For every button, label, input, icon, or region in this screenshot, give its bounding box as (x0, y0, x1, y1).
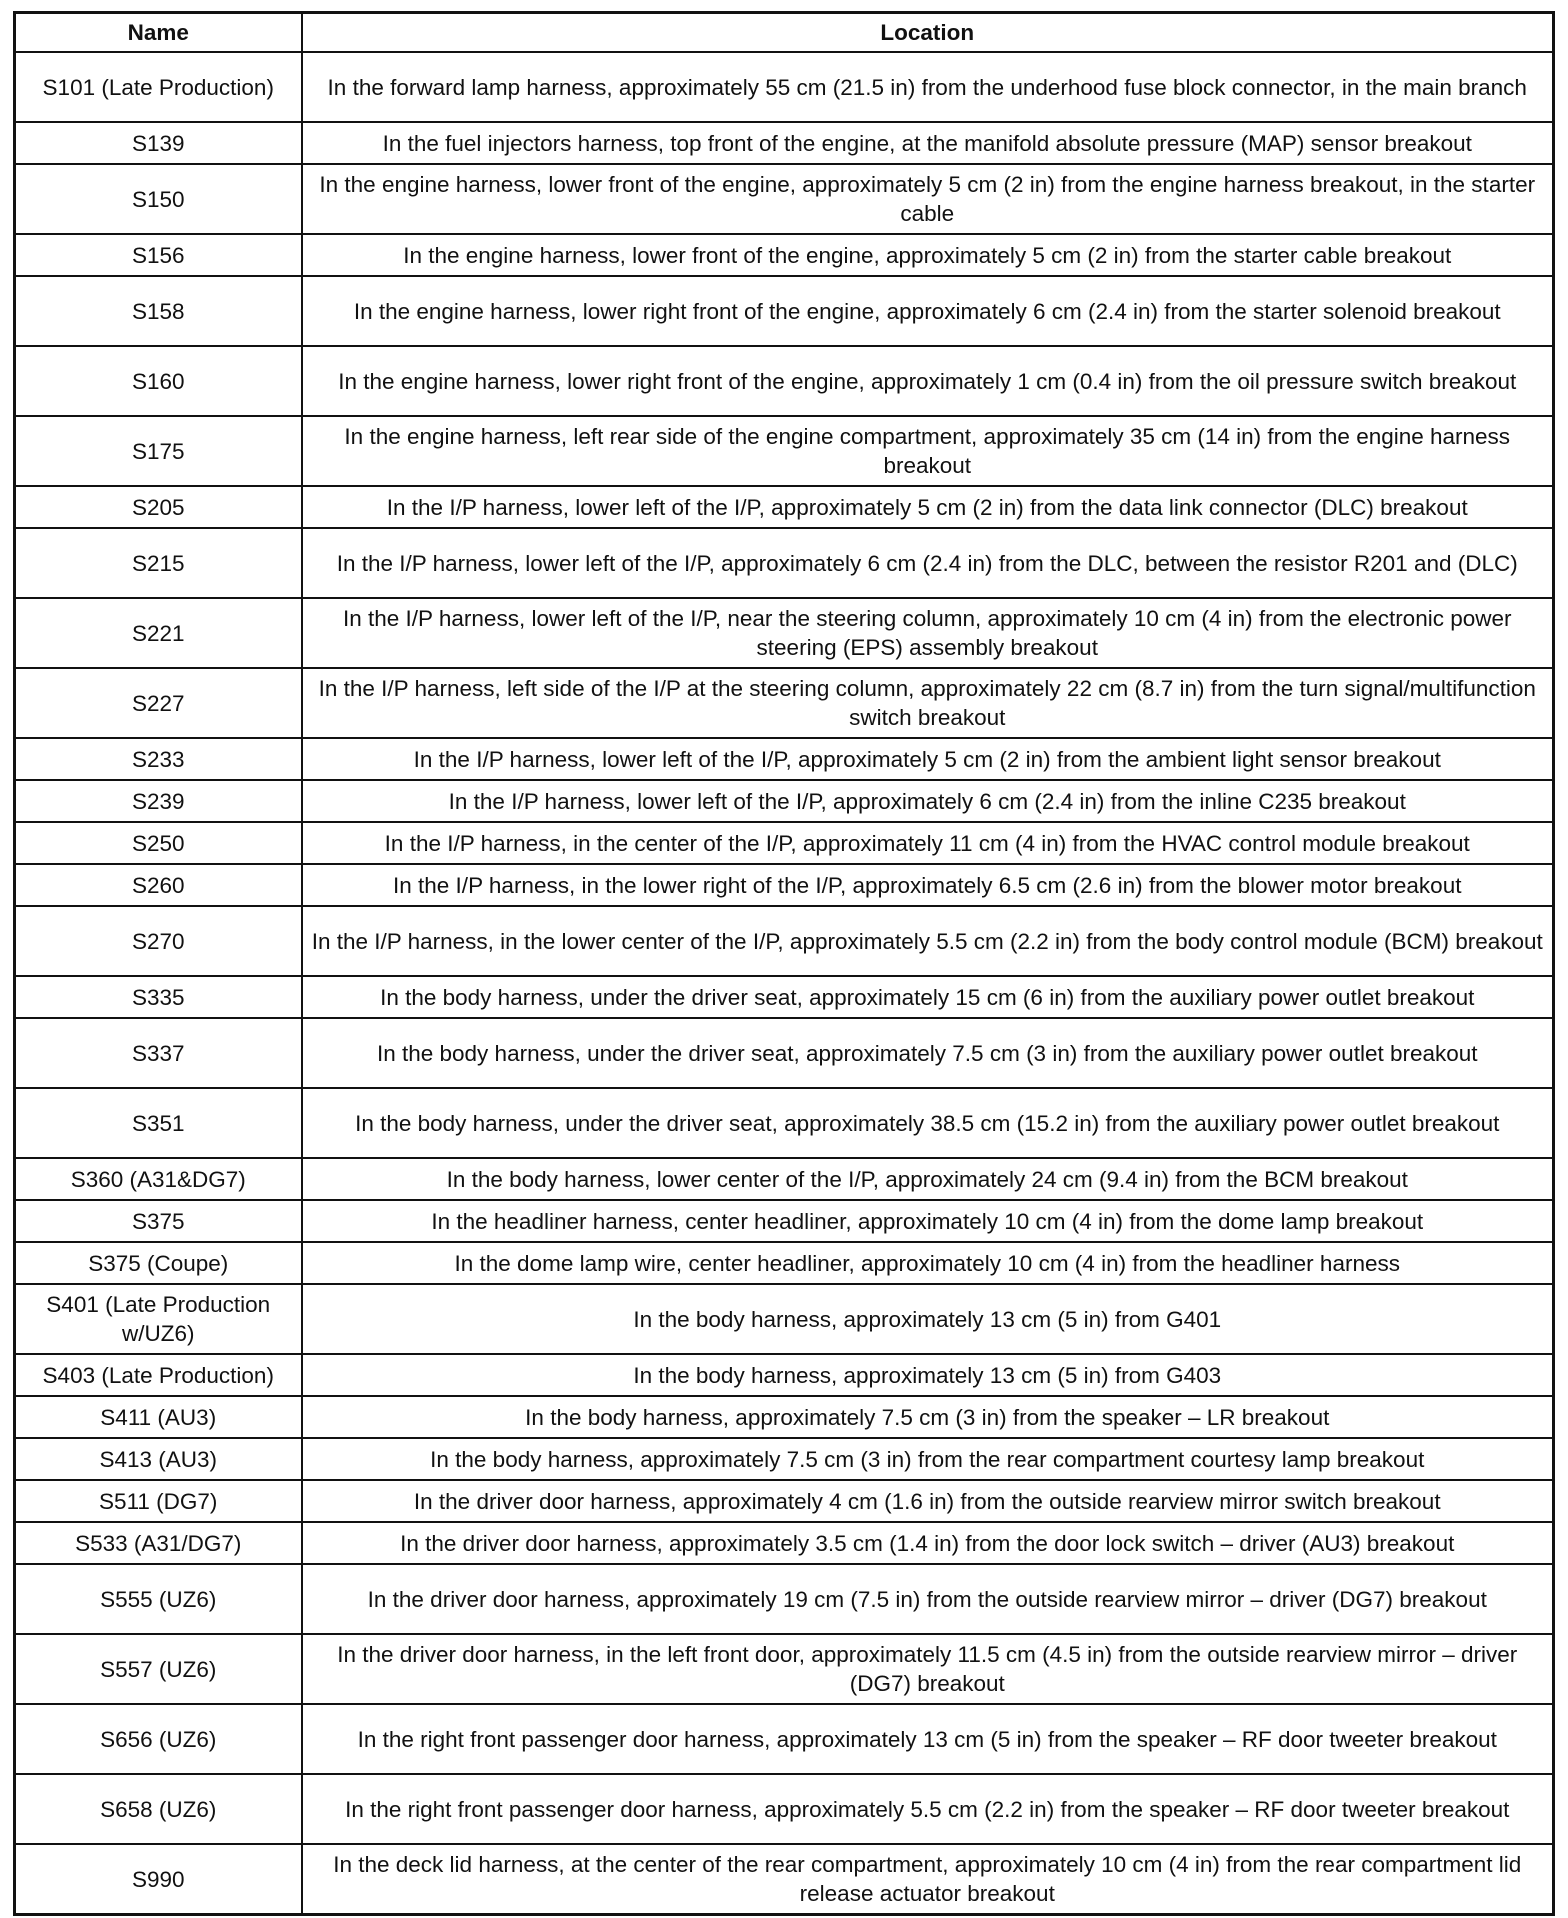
table-row (15, 780, 1554, 822)
splice-name: S239 (15, 780, 302, 822)
splice-location: In the driver door harness, approximately 19 cm (7.5 in) from the outside rearview mirror – driver (DG7) breakout (302, 1564, 1554, 1634)
splice-location: In the driver door harness, approximately 4 cm (1.6 in) from the outside rearview mirror switch breakout (302, 1480, 1554, 1522)
splice-location: In the body harness, under the driver seat, approximately 7.5 cm (3 in) from the auxiliary power outlet breakout (302, 1018, 1554, 1088)
table-row (15, 1634, 1554, 1704)
table-row (15, 1284, 1554, 1354)
table-row (15, 976, 1554, 1018)
table-row (15, 276, 1554, 346)
table-row (15, 528, 1554, 598)
table-row (15, 1704, 1554, 1774)
splice-location: In the driver door harness, in the left front door, approximately 11.5 cm (4.5 in) from the outside rearview mirror – driver (DG7) breakout (302, 1634, 1554, 1704)
splice-location: In the engine harness, left rear side of the engine compartment, approximately 35 cm (14 in) from the engine harness breakout (302, 416, 1554, 486)
splice-location: In the engine harness, lower right front of the engine, approximately 1 cm (0.4 in) from the oil pressure switch breakout (302, 346, 1554, 416)
splice-name: S413 (AU3) (15, 1438, 302, 1480)
table-row (15, 1438, 1554, 1480)
table-row (15, 1396, 1554, 1438)
splice-name: S557 (UZ6) (15, 1634, 302, 1704)
table-row (15, 1158, 1554, 1200)
splice-location: In the I/P harness, lower left of the I/P, approximately 5 cm (2 in) from the data link connector (DLC) breakout (302, 486, 1554, 528)
table-row (15, 486, 1554, 528)
splice-name: S270 (15, 906, 302, 976)
splice-location: In the I/P harness, lower left of the I/P, approximately 6 cm (2.4 in) from the inline C235 breakout (302, 780, 1554, 822)
splice-name: S227 (15, 668, 302, 738)
splice-name: S990 (15, 1844, 302, 1915)
splice-name: S533 (A31/DG7) (15, 1522, 302, 1564)
splice-name: S175 (15, 416, 302, 486)
splice-name: S158 (15, 276, 302, 346)
name-column-header: Name (15, 13, 302, 53)
splice-location: In the deck lid harness, at the center of the rear compartment, approximately 10 cm (4 in) from the rear compartment lid release actuator breakout (302, 1844, 1554, 1915)
splice-location: In the I/P harness, in the center of the I/P, approximately 11 cm (4 in) from the HVAC control module breakout (302, 822, 1554, 864)
splice-name: S156 (15, 234, 302, 276)
splice-location: In the I/P harness, in the lower right of the I/P, approximately 6.5 cm (2.6 in) from the blower motor breakout (302, 864, 1554, 906)
splice-location: In the body harness, under the driver seat, approximately 15 cm (6 in) from the auxiliary power outlet breakout (302, 976, 1554, 1018)
splice-name: S205 (15, 486, 302, 528)
splice-name: S351 (15, 1088, 302, 1158)
splice-name: S101 (Late Production) (15, 52, 302, 122)
splice-location: In the body harness, approximately 13 cm (5 in) from G403 (302, 1354, 1554, 1396)
table-row (15, 346, 1554, 416)
location-column-header: Location (302, 13, 1554, 53)
table-row (15, 598, 1554, 668)
splice-location: In the I/P harness, left side of the I/P at the steering column, approximately 22 cm (8.7 in) from the turn signal/multifunction switch breakout (302, 668, 1554, 738)
splice-name: S233 (15, 738, 302, 780)
splice-location: In the dome lamp wire, center headliner, approximately 10 cm (4 in) from the headliner harness (302, 1242, 1554, 1284)
splice-location: In the I/P harness, lower left of the I/P, near the steering column, approximately 10 cm (4 in) from the electronic power steering (EPS) assembly breakout (302, 598, 1554, 668)
splice-name: S250 (15, 822, 302, 864)
splice-location: In the I/P harness, in the lower center of the I/P, approximately 5.5 cm (2.2 in) from the body control module (BCM) breakout (302, 906, 1554, 976)
splice-location: In the driver door harness, approximately 3.5 cm (1.4 in) from the door lock switch – driver (AU3) breakout (302, 1522, 1554, 1564)
table-row (15, 1242, 1554, 1284)
splice-location: In the body harness, approximately 13 cm (5 in) from G401 (302, 1284, 1554, 1354)
table-row (15, 906, 1554, 976)
splice-location: In the body harness, under the driver seat, approximately 38.5 cm (15.2 in) from the auxiliary power outlet breakout (302, 1088, 1554, 1158)
splice-name: S337 (15, 1018, 302, 1088)
table-row (15, 864, 1554, 906)
splice-name: S335 (15, 976, 302, 1018)
splice-name: S403 (Late Production) (15, 1354, 302, 1396)
splice-name: S511 (DG7) (15, 1480, 302, 1522)
splice-name: S160 (15, 346, 302, 416)
table-row (15, 1088, 1554, 1158)
table-row (15, 1354, 1554, 1396)
splice-name: S375 (15, 1200, 302, 1242)
splice-name: S658 (UZ6) (15, 1774, 302, 1844)
splice-location: In the body harness, approximately 7.5 cm (3 in) from the rear compartment courtesy lamp breakout (302, 1438, 1554, 1480)
table-row (15, 1774, 1554, 1844)
table-row (15, 1522, 1554, 1564)
splice-location: In the right front passenger door harness, approximately 5.5 cm (2.2 in) from the speaker – RF door tweeter breakout (302, 1774, 1554, 1844)
table-row (15, 1018, 1554, 1088)
splice-location: In the I/P harness, lower left of the I/P, approximately 6 cm (2.4 in) from the DLC, between the resistor R201 and (DLC) (302, 528, 1554, 598)
table-row (15, 668, 1554, 738)
splice-name: S555 (UZ6) (15, 1564, 302, 1634)
splice-location: In the body harness, lower center of the I/P, approximately 24 cm (9.4 in) from the BCM breakout (302, 1158, 1554, 1200)
splice-name: S215 (15, 528, 302, 598)
table-row (15, 738, 1554, 780)
table-row (15, 822, 1554, 864)
table-row (15, 1200, 1554, 1242)
splice-name: S139 (15, 122, 302, 164)
splice-name: S260 (15, 864, 302, 906)
splice-name: S656 (UZ6) (15, 1704, 302, 1774)
splice-name: S375 (Coupe) (15, 1242, 302, 1284)
splice-location: In the forward lamp harness, approximately 55 cm (21.5 in) from the underhood fuse block connector, in the main branch (302, 52, 1554, 122)
table-row (15, 1480, 1554, 1522)
splice-location: In the engine harness, lower front of the engine, approximately 5 cm (2 in) from the engine harness breakout, in the starter cable (302, 164, 1554, 234)
table-row (15, 234, 1554, 276)
table-row (15, 1844, 1554, 1915)
splice-location: In the engine harness, lower front of the engine, approximately 5 cm (2 in) from the starter cable breakout (302, 234, 1554, 276)
splice-location: In the I/P harness, lower left of the I/P, approximately 5 cm (2 in) from the ambient light sensor breakout (302, 738, 1554, 780)
splice-name: S411 (AU3) (15, 1396, 302, 1438)
splice-location: In the right front passenger door harness, approximately 13 cm (5 in) from the speaker – RF door tweeter breakout (302, 1704, 1554, 1774)
splice-name: S360 (A31&DG7) (15, 1158, 302, 1200)
splice-location: In the engine harness, lower right front of the engine, approximately 6 cm (2.4 in) from the starter solenoid breakout (302, 276, 1554, 346)
splice-location: In the headliner harness, center headliner, approximately 10 cm (4 in) from the dome lamp breakout (302, 1200, 1554, 1242)
table-row (15, 52, 1554, 122)
splice-name: S401 (Late Production w/UZ6) (15, 1284, 302, 1354)
table-row (15, 122, 1554, 164)
splice-location: In the body harness, approximately 7.5 cm (3 in) from the speaker – LR breakout (302, 1396, 1554, 1438)
splice-name: S150 (15, 164, 302, 234)
table-row (15, 1564, 1554, 1634)
splice-location-table (13, 11, 1555, 1916)
splice-location: In the fuel injectors harness, top front of the engine, at the manifold absolute pressure (MAP) sensor breakout (302, 122, 1554, 164)
table-row (15, 416, 1554, 486)
table-row (15, 164, 1554, 234)
header-row (15, 13, 1554, 53)
splice-name: S221 (15, 598, 302, 668)
